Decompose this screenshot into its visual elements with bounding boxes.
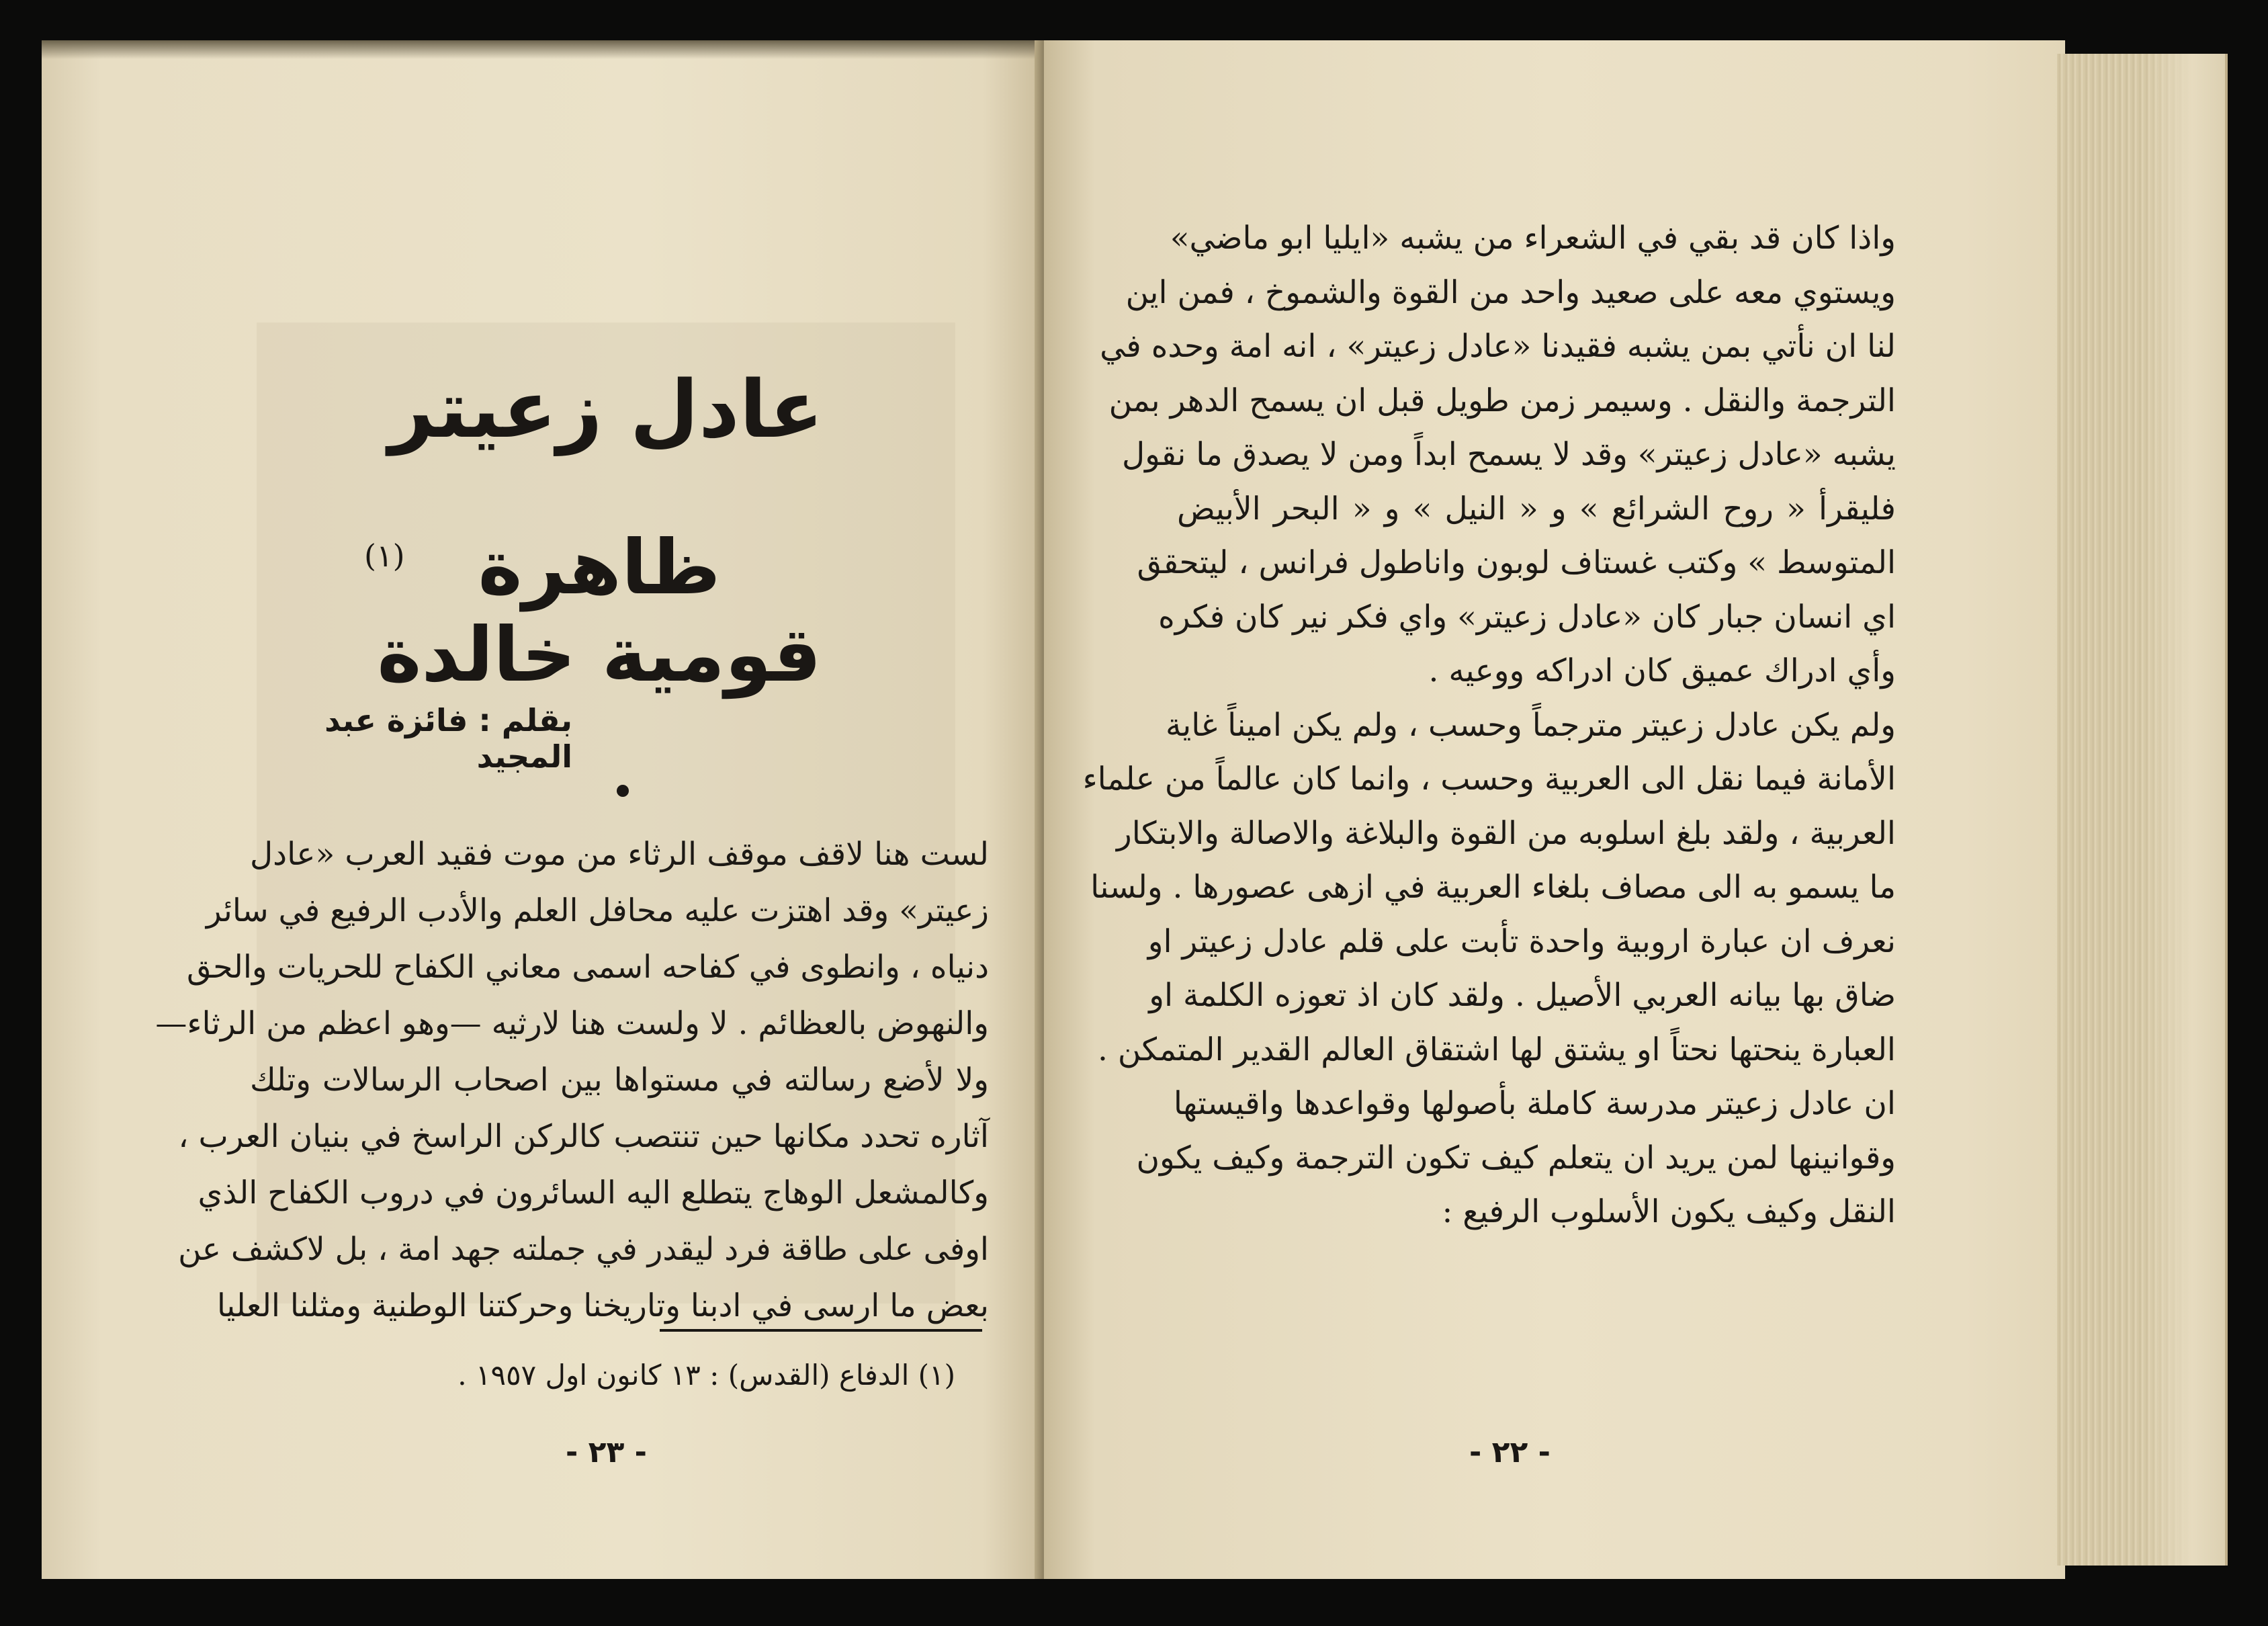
left-page [42, 40, 1043, 1579]
footnote-text: (١) الدفاع (القدس) : ١٣ كانون اول ١٩٥٧ . [457, 1359, 955, 1392]
page-stack-fade [2144, 54, 2225, 1566]
section-bullet [617, 785, 629, 797]
text-line: الترجمة والنقل . وسيمر زمن طويل قبل ان يسمح الدهر بمن [1108, 382, 1896, 419]
text-line: اي انسان جبار كان «عادل زعيتر» واي فكر نير كان فكره [1158, 598, 1896, 636]
right-page [1044, 40, 2065, 1579]
text-line: وقوانينها لمن يريد ان يتعلم كيف تكون الترجمة وكيف يكون [1136, 1139, 1896, 1176]
text-line: النقل وكيف يكون الأسلوب الرفيع : [1442, 1193, 1896, 1230]
text-line: يشبه «عادل زعيتر» وقد لا يسمح ابداً ومن لا يصدق ما نقول [1122, 436, 1896, 473]
right-body-text [1082, 212, 1896, 1240]
text-line: العربية ، ولقد بلغ اسلوبه من القوة والبلاغة والاصالة والابتكار [1117, 814, 1896, 852]
text-line: ولا لأضع رسالته في مستواها بين اصحاب الرسالات وتلك [250, 1062, 989, 1099]
left-body-text [155, 826, 989, 1334]
book-spread [42, 40, 2225, 1579]
text-line: ضاق بها بيانه العربي الأصيل . ولقد كان اذ تعوزه الكلمة او [1149, 977, 1896, 1014]
text-line: وأي ادراك عميق كان ادراكه ووعيه . [1428, 652, 1896, 689]
footnote-divider [660, 1329, 982, 1332]
text-line: والنهوض بالعظائم . لا ولست هنا لارثيه —وهو اعظم من الرثاء— [155, 1005, 989, 1042]
text-line: وكالمشعل الوهاج يتطلع اليه السائرون في دروب الكفاح الذي [198, 1174, 989, 1211]
author-byline: بقلم : فائزة عبد المجيد [324, 702, 572, 775]
text-line: ويستوي معه على صعيد واحد من القوة والشموخ ، فمن اين [1125, 273, 1896, 311]
text-line: لنا ان نأتي بمن يشبه فقيدنا «عادل زعيتر» ، انه امة وحده في [1100, 328, 1896, 365]
text-line: فليقرأ « روح الشرائع » و « النيل » و « البحر الأبيض [1177, 490, 1896, 527]
page-number: - ٢٣ - [566, 1435, 647, 1469]
text-line: آثاره تحدد مكانها حين تنتصب كالركن الراسخ في بنيان العرب ، [178, 1118, 989, 1155]
text-line: زعيتر» وقد اهتزت عليه محافل العلم والأدب الرفيع في سائر [206, 892, 989, 929]
article-title: عادل زعيتر [388, 363, 824, 456]
text-line: ما يسمو به الى مصاف بلغاء العربية في ازهى عصورها . ولسنا [1090, 869, 1896, 906]
page-number: - ٢٢ - [1469, 1435, 1551, 1469]
text-line: نعرف ان عبارة اروبية واحدة تأبت على قلم عادل زعيتر او [1147, 923, 1896, 960]
text-line: العبارة ينحتها نحتاً او يشتق لها اشتقاق العالم القدير المتمكن . [1098, 1031, 1896, 1068]
text-line: اوفى على طاقة فرد ليقدر في جملته جهد امة ، بل لاكشف عن [178, 1231, 989, 1268]
text-line: واذا كان قد بقي في الشعراء من يشبه «ايليا ابو ماضي» [1170, 220, 1896, 257]
text-line: الأمانة فيما نقل الى العربية وحسب ، وانما كان عالماً من علماء [1082, 761, 1896, 798]
text-line: ان عادل زعيتر مدرسة كاملة بأصولها وقواعدها واقيستها [1173, 1085, 1896, 1122]
text-line: المتوسط » وكتب غستاف لوبون واناطول فرانس ، ليتحقق [1137, 544, 1896, 581]
article-subtitle: ظاهرة قومية خالدة [377, 524, 822, 699]
text-line: ولم يكن عادل زعيتر مترجماً وحسب ، ولم يكن اميناً غاية [1165, 706, 1896, 744]
footnote-marker: (١) [364, 538, 405, 574]
text-line: بعض ما ارسى في ادبنا وتاريخنا وحركتنا الوطنية ومثلنا العليا [216, 1287, 989, 1324]
text-line: لست هنا لاقف موقف الرثاء من موت فقيد العرب «عادل [250, 836, 989, 873]
text-line: دنياه ، وانطوى في كفاحه اسمى معاني الكفاح للحريات والحق [187, 949, 989, 986]
